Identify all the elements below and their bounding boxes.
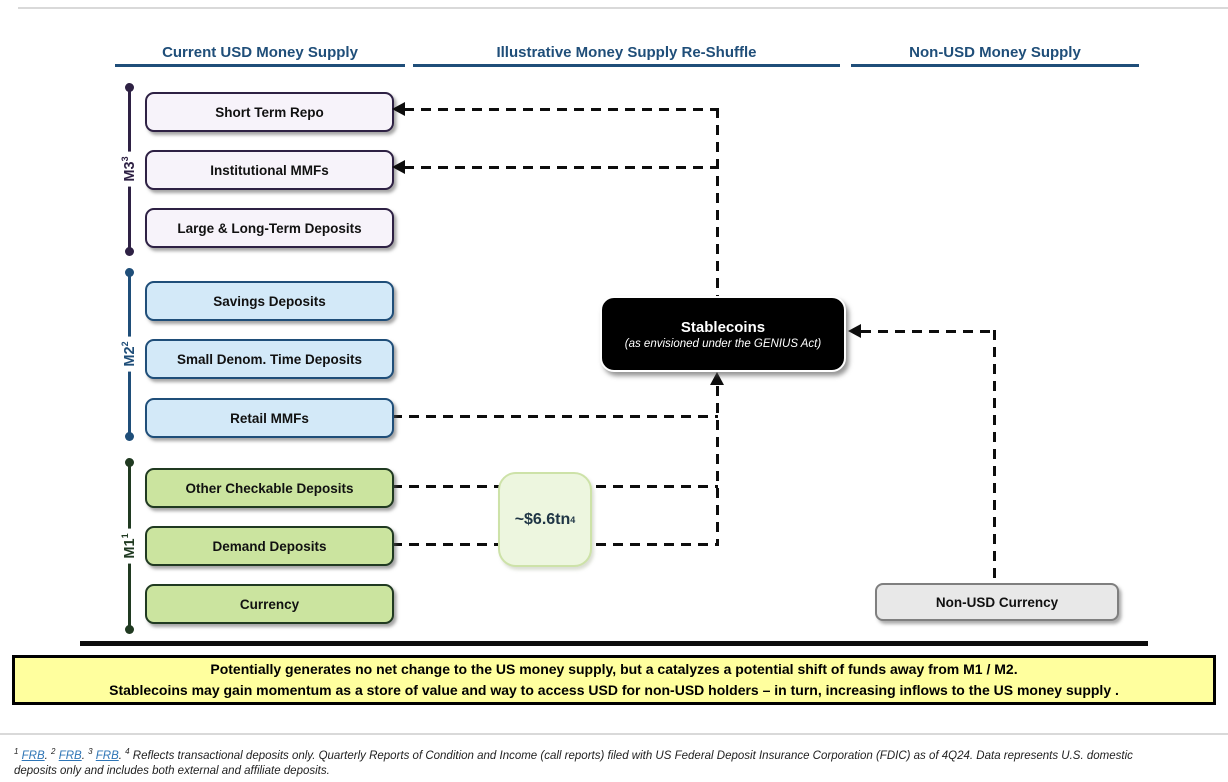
amount-box [498, 472, 592, 567]
stablecoins-box [600, 296, 846, 372]
dashed-line-to-short-term-repo [404, 108, 718, 111]
dashed-line-to-institutional-mmfs [404, 166, 718, 169]
footnote-divider [0, 733, 1228, 735]
m3-label [120, 151, 138, 186]
m1-label-text: M1 [121, 538, 138, 559]
column-header-nonusd-underline [851, 64, 1139, 67]
dashed-line-from-retail-mmfs [392, 415, 718, 418]
m3-bracket-dot-bottom [125, 247, 134, 256]
dashed-line-stablecoins-up [716, 108, 719, 296]
m2-label-sup: 2 [120, 341, 131, 347]
m2-bracket-dot-bottom [125, 432, 134, 441]
stablecoins-title: Stablecoins [680, 318, 766, 336]
top-divider [18, 7, 1228, 9]
callout-line1: Potentially generates no net change to the US money supply, but a catalyzes a potential shift of funds away from M1 / M2. [210, 661, 1018, 677]
arrow-into-stablecoins-right [848, 324, 861, 338]
footnote-sup-4: 4 [125, 747, 130, 756]
amount-sup: 4 [570, 514, 576, 525]
frb-link-3[interactable]: FRB [95, 749, 119, 762]
amount-value: ~$6.6tn [514, 510, 571, 528]
frb-link-2[interactable]: FRB [58, 749, 82, 762]
column-header-reshuffle-underline [413, 64, 840, 67]
footnote-sup-1: 1 [14, 747, 19, 756]
footnote-sup-3: 3 [88, 747, 93, 756]
column-header-current-underline [115, 64, 405, 67]
m3-label-sup: 3 [120, 156, 131, 162]
m1-bracket-dot-bottom [125, 625, 134, 634]
supply-box-savings-deposits: Savings Deposits [145, 281, 394, 321]
column-header-reshuffle: Illustrative Money Supply Re-Shuffle [496, 44, 757, 61]
m1-label [120, 528, 138, 563]
footnote: $^1$ FRB. $^2$ FRB. $^3$ FRB. $^4$ Reflects transactional deposits only. Quarterly Reports of Condition and Income (call reports) filed with US Federal Deposit Insurance Corporation (FDIC) as of 4Q24. Data represents U.S. domestic deposits only and includes both external and affiliate deposits. [14, 747, 1133, 778]
supply-box-small-denom-time-deposits: Small Denom. Time Deposits [145, 339, 394, 379]
footnote-sup-2: 2 [51, 747, 56, 756]
m3-bracket-dot-top [125, 83, 134, 92]
m1-bracket-dot-top [125, 458, 134, 467]
arrow-into-institutional-mmfs [392, 160, 405, 174]
callout-line2: Stablecoins may gain momentum as a store of value and way to access USD for non-USD holders – in turn, increasing inflows to the US money supply . [109, 682, 1119, 698]
column-header-current: Current USD Money Supply [162, 44, 358, 61]
supply-box-short-term-repo: Short Term Repo [145, 92, 394, 132]
supply-box-currency: Currency [145, 584, 394, 624]
supply-box-institutional-mmfs: Institutional MMFs [145, 150, 394, 190]
frb-link-1[interactable]: FRB [21, 749, 45, 762]
supply-box-demand-deposits: Demand Deposits [145, 526, 394, 566]
footnote-text: Reflects transactional deposits only. Quarterly Reports of Condition and Income (call reports) filed with US Federal Deposit Insurance Corporation (FDIC) as of 4Q24. Data represents U.S. domestic deposits only and includes both external and affiliate deposits. [14, 749, 1133, 778]
dashed-line-from-nonusd-currency [993, 330, 996, 583]
dashed-line-to-stablecoins-right [861, 330, 995, 333]
column-header-nonusd: Non-USD Money Supply [909, 44, 1081, 61]
diagram-baseline [80, 641, 1148, 646]
arrow-into-short-term-repo [392, 102, 405, 116]
supply-box-other-checkable-deposits: Other Checkable Deposits [145, 468, 394, 508]
m1-label-sup: 1 [120, 533, 131, 539]
callout-box [12, 655, 1216, 705]
supply-box-large-long-term-deposits: Large & Long-Term Deposits [145, 208, 394, 248]
m3-label-text: M3 [121, 161, 138, 182]
supply-box-retail-mmfs: Retail MMFs [145, 398, 394, 438]
dashed-line-stablecoins-bottom [716, 386, 719, 546]
stablecoins-subtitle: (as envisioned under the GENIUS Act) [624, 337, 822, 350]
m2-label-text: M2 [121, 346, 138, 367]
arrow-into-stablecoins-bottom [710, 372, 724, 385]
m2-bracket-dot-top [125, 268, 134, 277]
nonusd-currency-box: Non-USD Currency [875, 583, 1119, 621]
m2-label [120, 336, 138, 371]
